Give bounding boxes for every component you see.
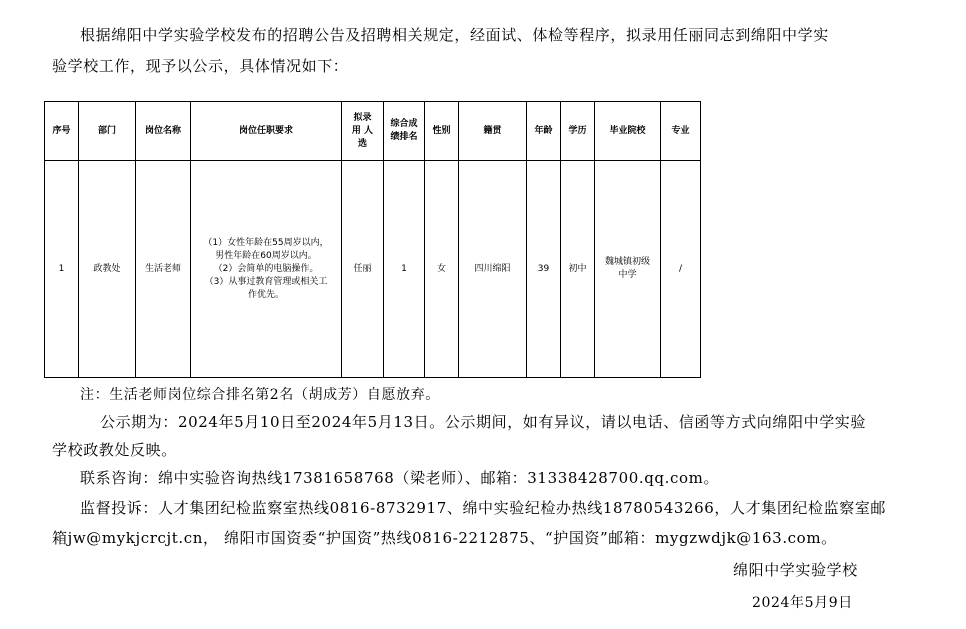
header-major: 专业	[661, 102, 701, 161]
header-gender: 性别	[425, 102, 459, 161]
table-header-row	[45, 102, 701, 161]
cell-name: 任丽	[342, 161, 384, 378]
cell-education: 初中	[561, 161, 595, 378]
supervision-line-2: 箱jw@mykjcrcjt.cn， 绵阳市国资委“护国资”热线0816-2212875、“护国资”邮箱：mygzwdjk@163.com。	[52, 529, 837, 547]
signature-school: 绵阳中学实验学校	[733, 561, 858, 579]
cell-dept: 政教处	[79, 161, 136, 378]
header-hire-c: 选	[357, 138, 367, 149]
req-line-1: （1）女性年龄在55周岁以内，	[203, 237, 329, 248]
header-rank-b: 绩排名	[390, 132, 418, 142]
cell-gender: 女	[425, 161, 459, 378]
req-line-2: 男性年龄在60周岁以内。	[215, 250, 317, 261]
header-education: 学历	[561, 102, 595, 161]
supervision-line-1: 监督投诉：人才集团纪检监察室热线0816-8732917、绵中实验纪检办热线18780543266，人才集团纪检监察室邮	[80, 499, 887, 517]
cell-requirements	[191, 161, 342, 378]
signature-date: 2024年5月9日	[752, 595, 853, 611]
publicity-line-2: 学校政教处反映。	[52, 441, 177, 459]
cell-seq: 1	[45, 161, 79, 378]
header-dept: 部门	[79, 102, 136, 161]
cell-age: 39	[527, 161, 561, 378]
header-rank	[384, 102, 425, 161]
school-line-a: 魏城镇初级	[604, 257, 650, 267]
cell-major: /	[661, 161, 701, 378]
header-rank-a: 综合成	[390, 119, 418, 129]
cell-rank: 1	[384, 161, 425, 378]
hiring-table	[44, 101, 701, 378]
header-requirements: 岗位任职要求	[191, 102, 342, 161]
school-line-b: 中学	[618, 270, 637, 280]
publicity-line-1: 公示期为：2024年5月10日至2024年5月13日。公示期间，如有异议，请以电话、信函等方式向绵阳中学实验	[100, 413, 867, 431]
header-position: 岗位名称	[136, 102, 191, 161]
cell-origin: 四川绵阳	[459, 161, 527, 378]
cell-position: 生活老师	[136, 161, 191, 378]
req-line-5: 作优先。	[247, 289, 284, 300]
header-origin: 籍贯	[459, 102, 527, 161]
header-hire-a: 拟录	[353, 112, 372, 123]
header-school: 毕业院校	[595, 102, 661, 161]
cell-school	[595, 161, 661, 378]
req-line-4: （3）从事过教育管理或相关工	[204, 276, 328, 287]
req-line-3: （2）会简单的电脑操作。	[213, 263, 319, 274]
intro-line-2: 验学校工作，现予以公示，具体情况如下：	[52, 57, 349, 75]
table-row	[45, 161, 701, 378]
header-age: 年龄	[527, 102, 561, 161]
header-seq: 序号	[45, 102, 79, 161]
contact-info: 联系咨询：绵中实验咨询热线17381658768（梁老师）、邮箱：313384287​00.qq.com。	[80, 469, 720, 487]
note: 注：生活老师岗位综合排名第2名（胡成芳）自愿放弃。	[80, 387, 440, 403]
header-hire-b: 用 人	[351, 125, 374, 136]
intro-line-1: 根据绵阳中学实验学校发布的招聘公告及招聘相关规定，经面试、体检等程序，拟录用任丽同志到绵阳中学实	[80, 26, 829, 44]
header-hire	[342, 102, 384, 161]
